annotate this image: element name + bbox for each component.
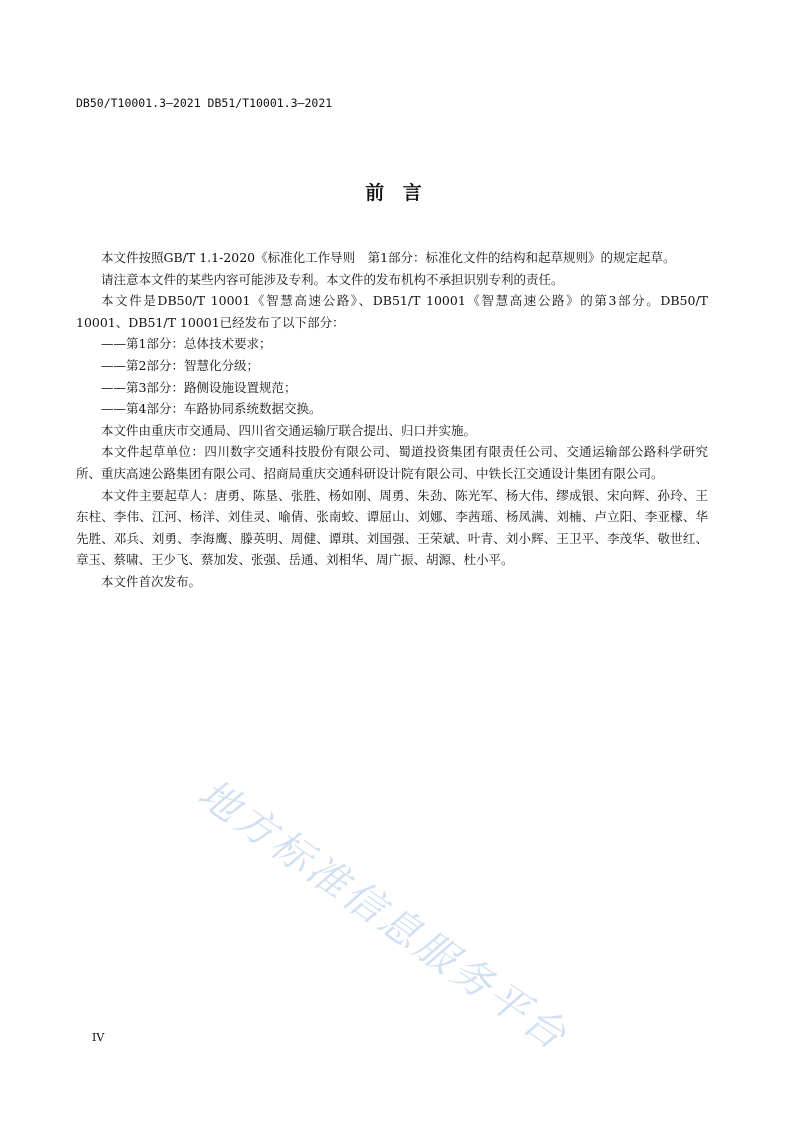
paragraph-proposer: 本文件由重庆市交通局、四川省交通运输厅联合提出、归口并实施。 bbox=[101, 422, 477, 438]
paragraph-drafting-rules: 本文件按照GB/T 1.1-2020《标准化工作导则 第1部分：标准化文件的结构和起草规则》的规定起草。 bbox=[101, 250, 676, 265]
list-item-part-4: ——第4部分：车路协同系统数据交换。 bbox=[101, 401, 322, 417]
page-number: IV bbox=[92, 1031, 105, 1044]
paragraph-first-release: 本文件首次发布。 bbox=[101, 573, 202, 589]
paragraph-drafting-units: 本文件起草单位：四川数字交通科技股份有限公司、蜀道投资集团有限责任公司、交通运输部公路科学研究所、重庆高速公路集团有限公司、招商局重庆交通科研设计院有限公司、中铁长江交通设计集团有限公司。 bbox=[76, 444, 708, 481]
paragraph-patent-notice: 请注意本文件的某些内容可能涉及专利。本文件的发布机构不承担识别专利的责任。 bbox=[101, 271, 564, 287]
foreword-body bbox=[76, 247, 708, 593]
list-item-part-2: ——第2部分：智慧化分级； bbox=[101, 357, 259, 373]
paragraph-drafters: 本文件主要起草人：唐勇、陈垦、张胜、杨如刚、周勇、朱劲、陈光军、杨大伟、缪成银、宋向辉、孙玲、王东柱、李伟、江河、杨洋、刘佳灵、喻倩、张南蛟、谭屈山、刘娜、李茜瑶、杨凤满、刘楠、卢立阳、李亚檬、华先胜、邓兵、刘勇、李海鹰、滕英明、周健、谭琪、刘国强、王荣斌、叶青、刘小辉、王卫平、李茂华、敬世红、章玉、蔡啸、王少飞、蔡加发、张强、岳通、刘相华、周广振、胡源、杜小平。 bbox=[76, 487, 708, 568]
document-code-header: DB50/T10001.3—2021 DB51/T10001.3—2021 bbox=[76, 96, 333, 110]
paragraph-series-parts: 本文件是DB50/T 10001《智慧高速公路》、DB51/T 10001《智慧高速公路》的第3部分。DB50/T 10001、DB51/T 10001已经发布了以下部分： bbox=[76, 293, 708, 330]
list-item-part-1: ——第1部分：总体技术要求； bbox=[101, 336, 272, 352]
watermark: 地方标准信息服务平台 bbox=[189, 770, 577, 1061]
list-item-part-3: ——第3部分：路侧设施设置规范； bbox=[101, 379, 297, 395]
page-title: 前 言 bbox=[365, 182, 428, 204]
